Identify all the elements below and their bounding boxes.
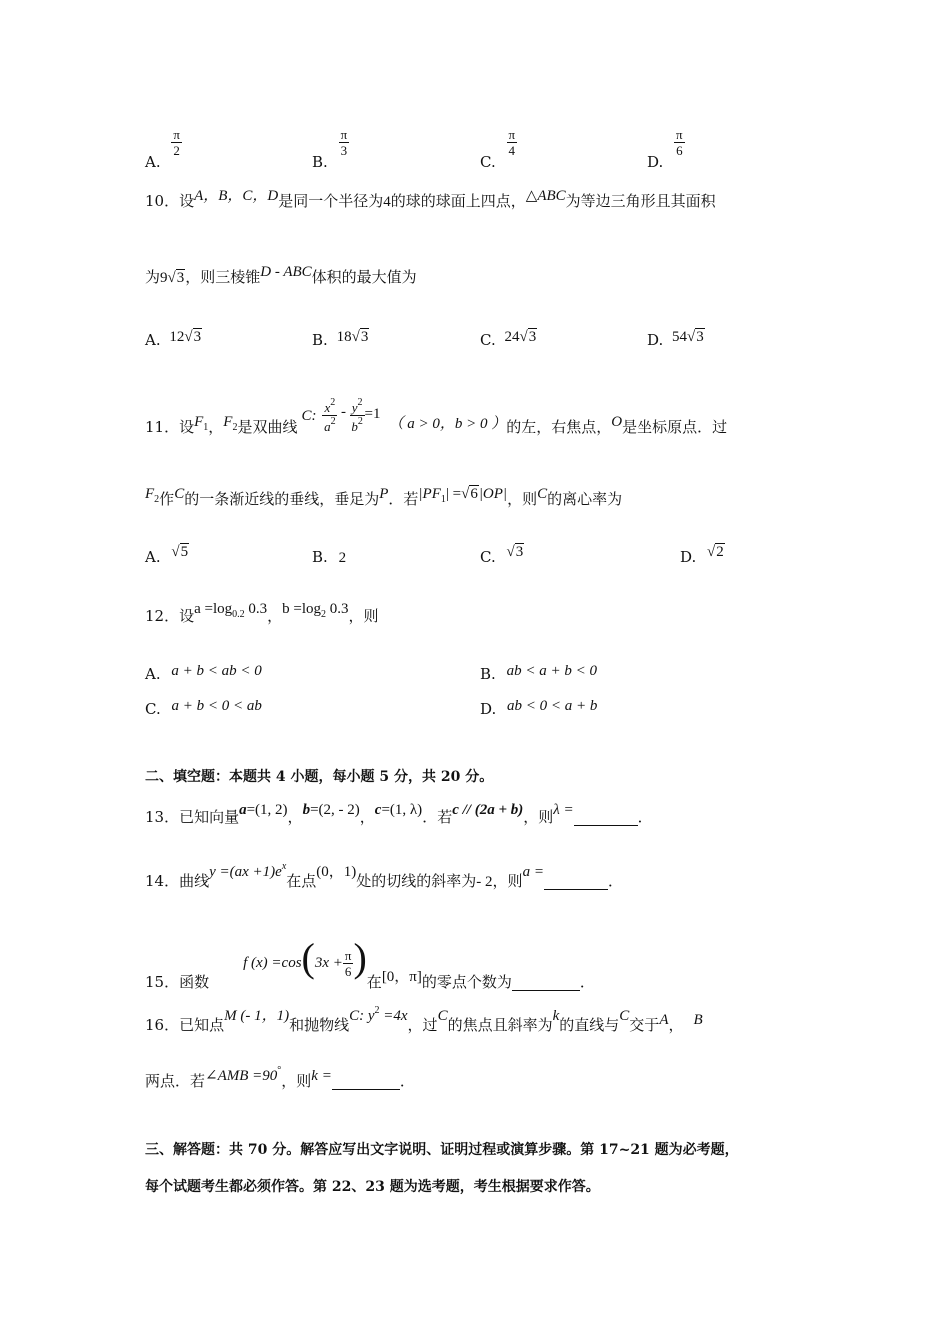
question-text: ，过 bbox=[407, 1016, 438, 1034]
math-coef: 12 bbox=[169, 329, 185, 345]
q10-option-d bbox=[647, 327, 705, 349]
a-expr: a =log bbox=[194, 601, 233, 617]
answer-blank[interactable] bbox=[544, 874, 608, 890]
question-text: 的零点个数为 bbox=[421, 973, 512, 991]
subscript: 1 bbox=[440, 494, 446, 505]
log-arg: 0.3 bbox=[244, 601, 268, 617]
vector-c-value: =(1, λ) bbox=[381, 802, 423, 818]
question-text: ，则 bbox=[523, 808, 554, 826]
q12-option-b bbox=[480, 661, 597, 683]
question-text: 的左，右焦点， bbox=[506, 417, 612, 436]
exponent: 2 bbox=[357, 416, 363, 427]
curve-expr: y =(ax +1)e bbox=[209, 864, 282, 880]
b-expr: b =log bbox=[282, 601, 322, 617]
subscript: 2 bbox=[154, 494, 160, 505]
math-c: C bbox=[619, 1008, 630, 1024]
q16-line2 bbox=[145, 1065, 415, 1090]
question-text: 是双曲线 bbox=[237, 417, 298, 436]
section-heading-answer: 三、解答题：共 70 分。解答应写出文字说明、证明过程或演算步骤。第 17~21 题为必考题， bbox=[145, 1142, 739, 1158]
q13-line: 13．已知向量a=(1, 2)，b=(2, - 2)，c=(1, λ)．若c // (2a + b)，则λ = ． bbox=[145, 802, 653, 826]
question-text: 体积的最大值为 bbox=[311, 268, 417, 286]
question-number: 12．设 bbox=[145, 607, 195, 625]
exponent: 2 bbox=[357, 397, 363, 408]
question-number: 10．设 bbox=[145, 192, 195, 210]
question-number: 13．已知向量 bbox=[145, 808, 240, 826]
log-base: 0.2 bbox=[232, 609, 245, 620]
math-point-b: B bbox=[693, 1012, 703, 1028]
option-label: A. bbox=[145, 152, 161, 171]
q12-option-a bbox=[145, 661, 262, 683]
math-coef: 18 bbox=[336, 329, 352, 345]
math-coef: 24 bbox=[504, 329, 520, 345]
math-curve bbox=[209, 861, 287, 880]
curve-rest: =4x bbox=[379, 1008, 408, 1024]
section-instructions: 每个试题考生都必须作答。第 22、23 题为选考题，考生根据要求作答。 bbox=[145, 1179, 600, 1195]
q10-line2 bbox=[145, 266, 417, 287]
denominator: 6 bbox=[676, 143, 683, 158]
degree: ° bbox=[277, 1065, 282, 1076]
subscript: 2 bbox=[232, 421, 238, 433]
question-text: ，则 bbox=[281, 1072, 312, 1090]
question-text: 的直线与 bbox=[559, 1016, 620, 1034]
vector-b: b bbox=[302, 802, 311, 818]
sqrt-symbol bbox=[171, 544, 189, 561]
math-slope: - 2 bbox=[476, 874, 493, 890]
numerator: π bbox=[173, 127, 180, 142]
answer-blank[interactable] bbox=[574, 810, 638, 826]
sqrt-symbol bbox=[352, 329, 370, 346]
sqrt-symbol bbox=[507, 544, 525, 561]
question-text: 是坐标原点．过 bbox=[622, 417, 728, 436]
denominator: 6 bbox=[344, 963, 352, 979]
question-end: ． bbox=[579, 973, 595, 991]
fraction bbox=[674, 128, 685, 157]
q9-option-d bbox=[647, 127, 685, 171]
radicand: 3 bbox=[528, 329, 537, 345]
q9-option-a bbox=[145, 127, 182, 171]
fraction-y2-b2 bbox=[350, 398, 365, 433]
option-label: B. bbox=[312, 152, 328, 171]
question-text: 在 bbox=[366, 973, 382, 991]
q14-line bbox=[145, 861, 623, 890]
math-points: A，B，C，D bbox=[194, 188, 279, 204]
question-text: 是同一个半径为 bbox=[278, 192, 384, 210]
question-number: 14．曲线 bbox=[145, 872, 210, 890]
math-lambda: λ = bbox=[553, 802, 574, 818]
option-label: B. bbox=[312, 331, 328, 349]
option-expr: a + b < 0 < ab bbox=[171, 698, 262, 714]
vector-a-value: =(1, 2) bbox=[246, 802, 288, 818]
q10-option-c bbox=[480, 327, 537, 349]
math-point-a: A bbox=[659, 1012, 669, 1028]
log-base: 2 bbox=[321, 609, 327, 620]
option-expr: ab < 0 < a + b bbox=[507, 698, 598, 714]
question-text: 和抛物线 bbox=[289, 1016, 350, 1034]
math-k: k = bbox=[311, 1068, 332, 1084]
fraction-pi-6 bbox=[343, 949, 354, 978]
q12-option-d bbox=[480, 696, 598, 718]
math-radius: 4 bbox=[383, 194, 391, 210]
separator: ， bbox=[267, 607, 283, 625]
question-text: 的离心率为 bbox=[547, 490, 623, 508]
radicand: 3 bbox=[515, 544, 524, 560]
math-f2 bbox=[223, 413, 238, 433]
fraction-x2-a2 bbox=[322, 398, 337, 433]
fraction bbox=[339, 128, 350, 157]
f-letter: F bbox=[223, 413, 233, 430]
radicand: 3 bbox=[696, 329, 704, 345]
numerator: π bbox=[676, 127, 683, 142]
radicand: 3 bbox=[193, 329, 202, 345]
sqrt-symbol bbox=[461, 487, 479, 502]
option-expr: a + b < ab < 0 bbox=[171, 663, 262, 679]
q10-option-a bbox=[145, 327, 202, 349]
math-function: f (x) =cos bbox=[243, 955, 302, 971]
x-var: x bbox=[324, 400, 331, 415]
option-label: B. bbox=[312, 548, 328, 566]
question-number: 11．设 bbox=[145, 417, 195, 436]
math-b-log bbox=[282, 601, 349, 620]
answer-blank[interactable] bbox=[512, 975, 580, 991]
math-c: C bbox=[174, 486, 185, 502]
q12-option-c bbox=[145, 696, 262, 718]
question-end: ． bbox=[399, 1072, 415, 1090]
vector-b-value: =(2, - 2) bbox=[310, 802, 360, 818]
math-point: M (- 1，1) bbox=[224, 1008, 290, 1024]
math-condition: （ a > 0，b > 0 ） bbox=[388, 415, 507, 432]
sqrt-symbol bbox=[687, 329, 705, 346]
q11-option-b bbox=[312, 548, 346, 567]
option-label: D. bbox=[480, 700, 497, 718]
math-op: |OP| bbox=[478, 486, 508, 502]
question-text: 的焦点且斜率为 bbox=[447, 1016, 553, 1034]
question-text: ．若 bbox=[388, 490, 419, 508]
f-letter: F bbox=[145, 486, 155, 502]
q9-option-c bbox=[480, 127, 517, 171]
math-p: P bbox=[379, 486, 389, 502]
numerator: π bbox=[508, 127, 516, 142]
option-label: C. bbox=[480, 548, 496, 566]
q10-line1 bbox=[145, 190, 716, 211]
exponent: 2 bbox=[330, 416, 336, 427]
math-c: C bbox=[437, 1008, 448, 1024]
question-end: ． bbox=[607, 872, 623, 890]
math-origin: O bbox=[611, 413, 623, 430]
option-label: B. bbox=[480, 665, 496, 683]
question-text: ，则 bbox=[348, 607, 379, 625]
math-c: C bbox=[537, 486, 548, 502]
q16-line1 bbox=[145, 1005, 703, 1034]
curve-name: C: y bbox=[349, 1008, 375, 1024]
denominator: 2 bbox=[173, 143, 180, 158]
denominator: 3 bbox=[340, 143, 348, 158]
question-text: ，则 bbox=[492, 872, 523, 890]
option-label: C. bbox=[480, 152, 496, 171]
pf1-end: | = bbox=[445, 486, 462, 502]
option-value: 2 bbox=[338, 550, 347, 566]
math-angle bbox=[205, 1065, 282, 1084]
math-point: (0，1) bbox=[316, 864, 357, 880]
q10-option-b bbox=[312, 327, 369, 349]
math-coef: 9 bbox=[160, 270, 168, 286]
section-heading-fill-in: 二、填空题：本题共 4 小题，每小题 5 分，共 20 分。 bbox=[145, 769, 494, 785]
q11-line1 bbox=[145, 384, 728, 436]
angle-expr: ∠AMB =90 bbox=[205, 1068, 278, 1084]
option-label: A. bbox=[145, 548, 161, 566]
question-text: 交于 bbox=[629, 1016, 660, 1034]
question-text: ，则 bbox=[507, 490, 538, 508]
exponent: x bbox=[281, 861, 287, 872]
math-inner: 3x + bbox=[314, 955, 343, 971]
denominator: 4 bbox=[508, 143, 516, 158]
q11-option-a bbox=[145, 542, 189, 566]
math-f1 bbox=[194, 413, 209, 433]
subscript: 1 bbox=[203, 421, 209, 433]
f-letter: F bbox=[194, 413, 204, 430]
question-number: 15．函数 bbox=[145, 973, 210, 991]
option-label: C. bbox=[480, 331, 496, 349]
math-condition: c // (2a + b) bbox=[452, 802, 524, 818]
paren-left: ( bbox=[301, 935, 315, 980]
math-pyramid: D - ABC bbox=[260, 264, 312, 280]
equals-one: =1 bbox=[364, 405, 381, 422]
math-parabola bbox=[349, 1005, 408, 1024]
vector-a: a bbox=[239, 802, 247, 818]
q11-option-c bbox=[480, 542, 524, 566]
math-f2 bbox=[145, 486, 160, 505]
question-text: 在点 bbox=[286, 872, 317, 890]
question-text: 两点．若 bbox=[145, 1072, 206, 1090]
radicand: 3 bbox=[360, 329, 369, 345]
q15-line bbox=[145, 920, 595, 991]
answer-blank[interactable] bbox=[332, 1074, 400, 1090]
question-text: ．若 bbox=[422, 808, 453, 826]
exponent: 2 bbox=[330, 397, 336, 408]
option-label: D. bbox=[680, 548, 697, 566]
radicand: 3 bbox=[176, 270, 185, 286]
sqrt-symbol bbox=[168, 270, 186, 287]
math-coef: 54 bbox=[672, 329, 688, 345]
a-var: a bbox=[324, 419, 331, 434]
radicand: 2 bbox=[716, 544, 724, 560]
fraction bbox=[507, 128, 518, 157]
question-end: ． bbox=[637, 808, 653, 826]
paren-right: ) bbox=[353, 935, 367, 980]
question-text: 作 bbox=[159, 490, 175, 508]
option-label: D. bbox=[647, 152, 664, 171]
math-pf1 bbox=[418, 486, 462, 505]
math-a-log bbox=[194, 601, 268, 620]
sqrt-symbol bbox=[707, 544, 725, 561]
exponent: 2 bbox=[374, 1005, 380, 1016]
radicand: 5 bbox=[180, 544, 189, 560]
minus: - bbox=[337, 403, 350, 420]
radicand: 6 bbox=[470, 486, 478, 502]
sqrt-symbol bbox=[184, 329, 202, 346]
question-text: 的球的球面上四点， bbox=[390, 192, 526, 210]
separator: ， bbox=[208, 417, 224, 436]
fraction bbox=[171, 128, 182, 157]
b-var: b bbox=[351, 419, 358, 434]
q9-option-b bbox=[312, 127, 349, 171]
question-text: 为 bbox=[145, 268, 161, 286]
question-number: 16．已知点 bbox=[145, 1016, 225, 1034]
math-triangle: △ABC bbox=[525, 188, 566, 204]
question-text: 为等边三角形且其面积 bbox=[565, 192, 716, 210]
option-label: D. bbox=[647, 331, 664, 349]
q12-line bbox=[145, 601, 379, 625]
math-curve: C: bbox=[301, 407, 317, 424]
option-label: C. bbox=[145, 700, 161, 718]
sqrt-symbol bbox=[520, 329, 538, 346]
math-a: a = bbox=[522, 864, 544, 880]
question-text: 的一条渐近线的垂线，垂足为 bbox=[184, 490, 380, 508]
question-text: ，则三棱锥 bbox=[185, 268, 261, 286]
numerator: π bbox=[344, 947, 352, 963]
q11-option-d bbox=[680, 542, 725, 566]
option-expr: ab < a + b < 0 bbox=[506, 663, 597, 679]
question-text: 处的切线的斜率为 bbox=[356, 872, 477, 890]
vector-c: c bbox=[374, 802, 382, 818]
separator: ， bbox=[668, 1016, 684, 1034]
pf1-text: |PF bbox=[418, 486, 441, 502]
q11-line2 bbox=[145, 486, 623, 508]
math-k: k bbox=[552, 1008, 560, 1024]
option-label: A. bbox=[145, 331, 161, 349]
math-interval: [0，π] bbox=[381, 969, 422, 985]
numerator: π bbox=[340, 127, 348, 142]
option-label: A. bbox=[145, 665, 161, 683]
log-arg: 0.3 bbox=[326, 601, 349, 617]
y-var: y bbox=[351, 400, 358, 415]
